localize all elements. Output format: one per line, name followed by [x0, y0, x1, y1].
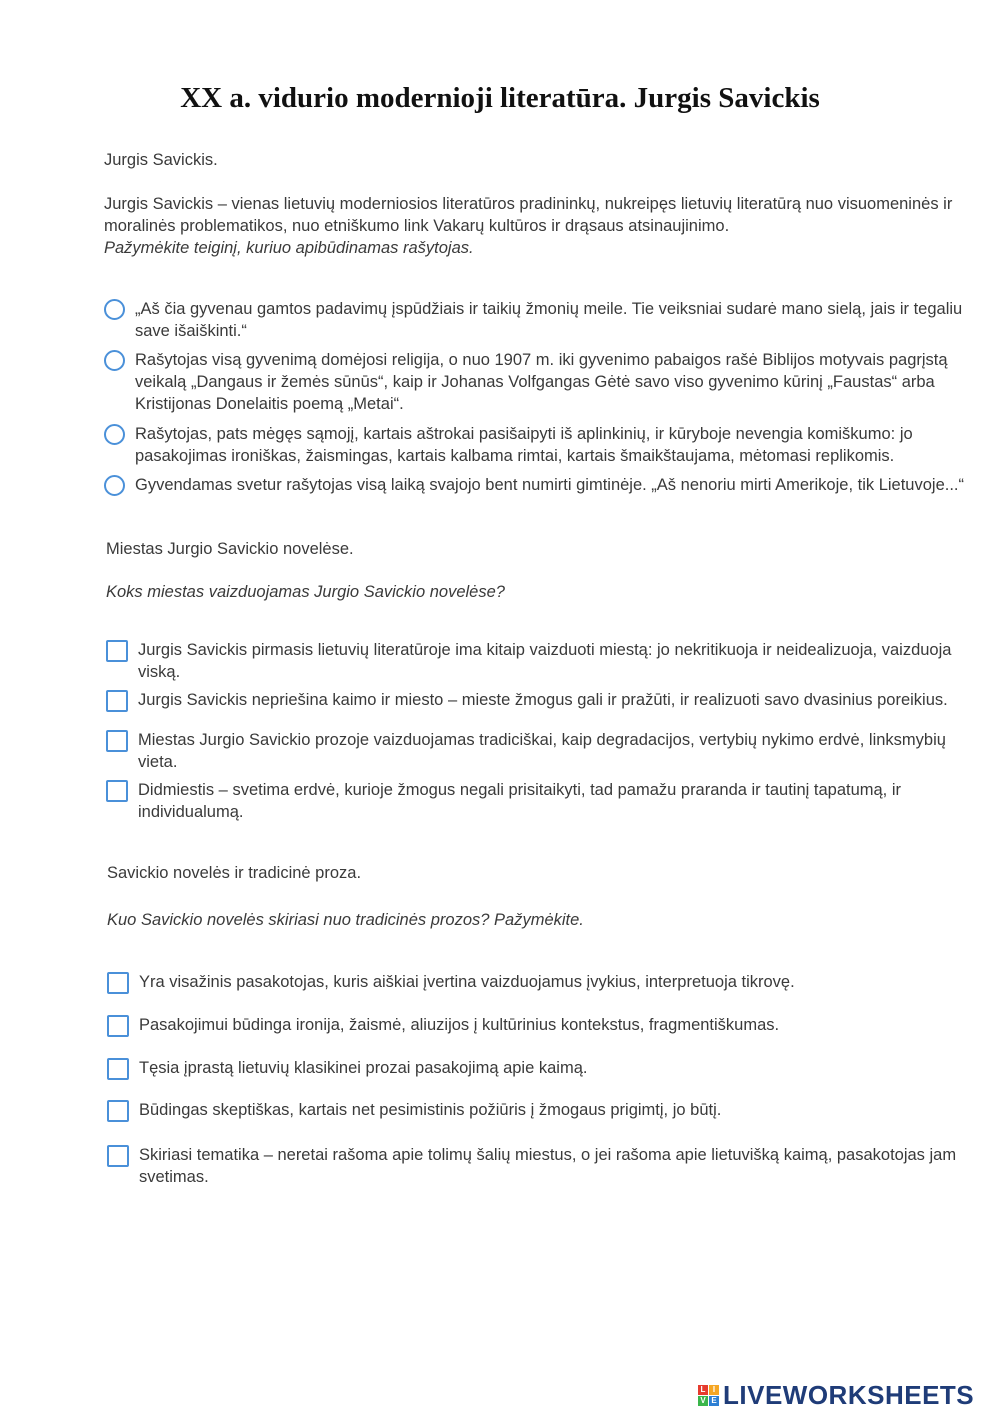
radio-button[interactable] [104, 475, 125, 496]
option-text: Yra visažinis pasakotojas, kuris aiškiai įvertina vaizduojamus įvykius, interpretuoja tikrovę. [139, 973, 795, 991]
option-label [138, 639, 951, 683]
section-heading: Miestas Jurgio Savickio novelėse. [106, 540, 354, 558]
intro-line: Jurgis Savickis – vienas lietuvių moderniosios literatūros pradininkų, nukreipęs lietuvių literatūrą nuo visuomeninės ir [104, 195, 953, 213]
instruction-text: Pažymėkite teiginį, kuriuo apibūdinamas rašytojas. [104, 239, 474, 257]
option-label [135, 423, 913, 467]
option-text: Rašytojas visą gyvenimą domėjosi religija, o nuo 1907 m. iki gyvenimo pabaigos rašė Biblijos motyvais pagrįstą [135, 351, 948, 369]
logo-letter: V [698, 1396, 708, 1406]
checkbox[interactable] [107, 972, 129, 994]
page-title: XX a. vidurio modernioji literatūra. Jurgis Savickis [180, 82, 820, 114]
checkbox-option[interactable] [106, 639, 951, 683]
checkbox-option[interactable] [107, 1099, 721, 1122]
option-text: Tęsia įprastą lietuvių klasikinei prozai pasakojimą apie kaimą. [139, 1059, 588, 1077]
radio-button[interactable] [104, 350, 125, 371]
option-text: pasakojimas ironiškas, žaismingas, kartais kalbama rimtai, kartais šmaikštaujama, mėtomasi replikomis. [135, 447, 895, 465]
option-text: svetimas. [139, 1168, 209, 1186]
checkbox[interactable] [106, 780, 128, 802]
logo-letter: I [709, 1385, 719, 1395]
option-text: „Aš čia gyvenau gamtos padavimų įspūdžiais ir taikių žmonių meile. Tie veiksniai sudarė mano sielą, jais ir tegaliu [135, 300, 963, 318]
checkbox-option[interactable] [107, 1144, 956, 1188]
checkbox-option[interactable] [107, 1057, 587, 1080]
option-label [139, 971, 795, 993]
logo-letter: E [709, 1396, 719, 1406]
radio-option[interactable] [104, 423, 913, 467]
checkbox[interactable] [106, 640, 128, 662]
checkbox[interactable] [107, 1058, 129, 1080]
radio-button[interactable] [104, 299, 125, 320]
checkbox[interactable] [106, 690, 128, 712]
option-text: Gyvendamas svetur rašytojas visą laiką svajojo bent numirti gimtinėje. „Aš nenoriu mirti Amerikoje, tik Lietuvoje...“ [135, 476, 964, 494]
option-label [139, 1144, 956, 1188]
radio-option[interactable] [104, 474, 964, 496]
option-label [138, 779, 901, 823]
option-text: Skiriasi tematika – neretai rašoma apie tolimų šalių miestus, o jei rašoma apie lietuvišką kaimą, pasakotojas jam [139, 1146, 957, 1164]
logo-letter: L [698, 1385, 708, 1395]
option-label [139, 1014, 779, 1036]
option-label [138, 729, 946, 773]
checkbox[interactable] [107, 1015, 129, 1037]
checkbox-option[interactable] [106, 689, 948, 712]
radio-option[interactable] [104, 298, 962, 342]
option-text: Didmiestis – svetima erdvė, kurioje žmogus negali prisitaikyti, tad pamažu praranda ir tautinį tapatumą, ir [138, 781, 902, 799]
question-text: Koks miestas vaizduojamas Jurgio Savickio novelėse? [106, 583, 505, 601]
section-heading: Jurgis Savickis. [104, 151, 218, 169]
option-text: save išaiškinti.“ [135, 322, 247, 340]
brand-name: LIVEWORKSHEETS [723, 1380, 975, 1410]
question-text: Kuo Savickio novelės skiriasi nuo tradicinės prozos? Pažymėkite. [107, 911, 584, 929]
option-label [135, 298, 962, 342]
section-heading: Savickio novelės ir tradicinė proza. [107, 864, 362, 882]
option-text: vieta. [138, 753, 178, 771]
intro-text [104, 193, 952, 259]
liveworksheets-logo [698, 1380, 974, 1411]
checkbox-option[interactable] [107, 971, 795, 994]
option-text: Būdingas skeptiškas, kartais net pesimistinis požiūris į žmogaus prigimtį, jo būtį. [139, 1101, 722, 1119]
option-label [135, 474, 964, 496]
option-text: Jurgis Savickis nepriešina kaimo ir miesto – mieste žmogus gali ir pražūti, ir realizuoti savo dvasinius poreikius. [138, 691, 948, 709]
checkbox-option[interactable] [106, 779, 901, 823]
option-label [135, 349, 948, 415]
option-text: Pasakojimui būdinga ironija, žaismė, aliuzijos į kultūrinius kontekstus, fragmentiškumas. [139, 1016, 780, 1034]
checkbox[interactable] [106, 730, 128, 752]
option-text: Kristijonas Donelaitis poemą „Metai“. [135, 395, 404, 413]
option-text: Rašytojas, pats mėgęs sąmojį, kartais aštrokai pasišaipyti iš aplinkinių, ir kūryboje nevengia komiškumo: jo [135, 425, 913, 443]
option-text: individualumą. [138, 803, 244, 821]
option-text: Miestas Jurgio Savickio prozoje vaizduojamas tradiciškai, kaip degradacijos, vertybių nykimo erdvė, linksmybių [138, 731, 946, 749]
option-label [139, 1099, 721, 1121]
radio-option[interactable] [104, 349, 948, 415]
radio-button[interactable] [104, 424, 125, 445]
checkbox[interactable] [107, 1100, 129, 1122]
option-label [139, 1057, 587, 1079]
option-text: Jurgis Savickis pirmasis lietuvių literatūroje ima kitaip vaizduoti miestą: jo nekritikuoja ir neidealizuoja, vaizduoja [138, 641, 952, 659]
option-label [138, 689, 948, 711]
option-text: veikalą „Dangaus ir žemės sūnūs“, kaip ir Johanas Volfgangas Gėtė savo viso gyvenimo kūrinį „Faustas“ arba [135, 373, 935, 391]
checkbox[interactable] [107, 1145, 129, 1167]
checkbox-option[interactable] [106, 729, 946, 773]
checkbox-option[interactable] [107, 1014, 779, 1037]
intro-line: moralinės problematikos, nuo etniškumo link Vakarų kultūros ir drąsaus atsinaujinimo. [104, 217, 730, 235]
logo-icon [698, 1385, 719, 1406]
option-text: viską. [138, 663, 181, 681]
